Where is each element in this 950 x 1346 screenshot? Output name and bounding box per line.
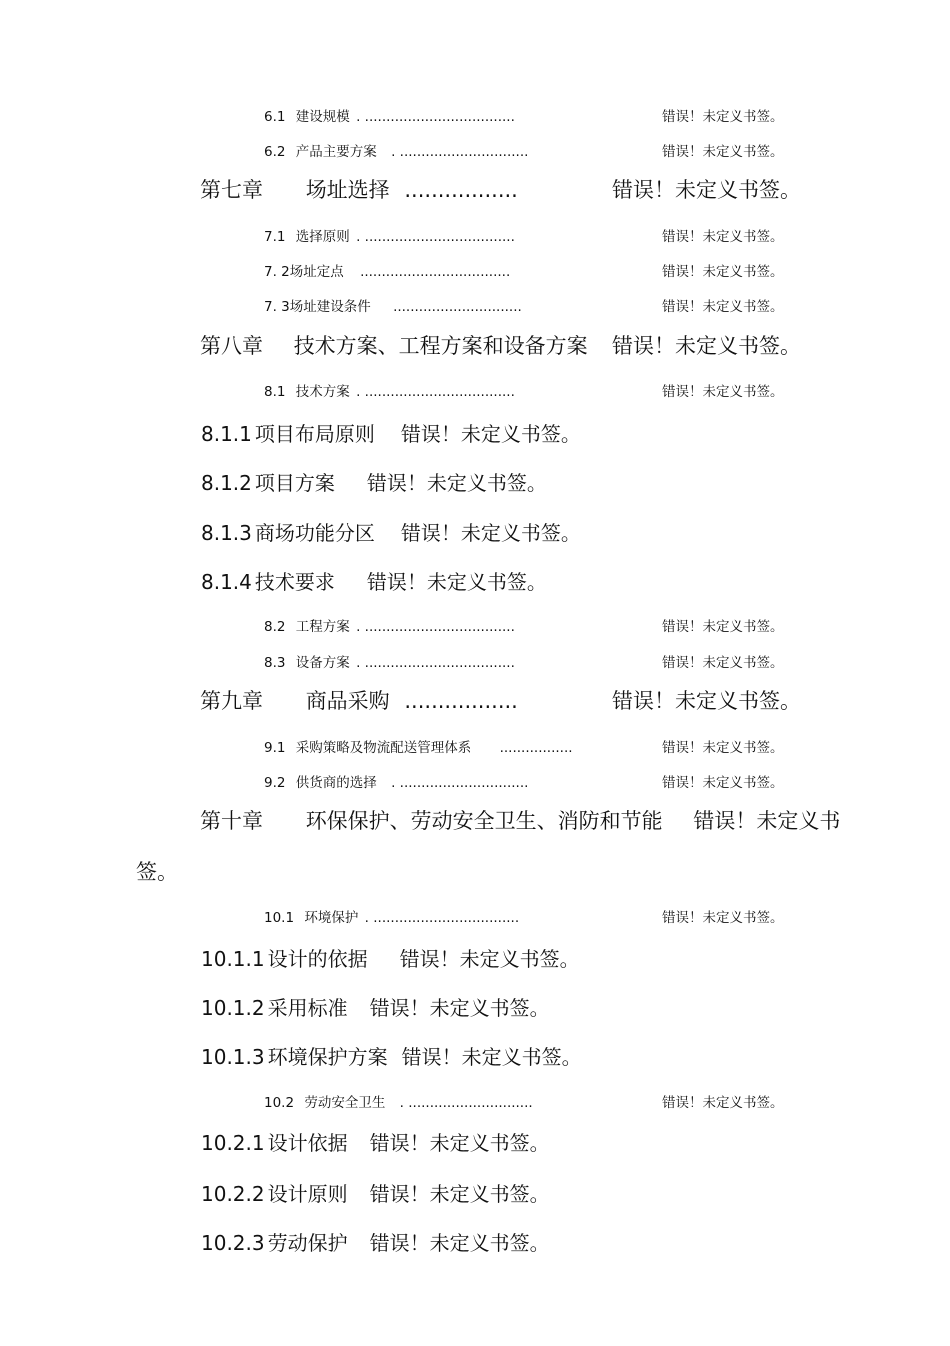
toc-entry-7-3[interactable] — [264, 295, 522, 315]
error-bookmark-text: 错误！未定义书签。 — [400, 521, 581, 545]
entry-title: 商场功能分区 — [254, 521, 375, 545]
toc-subentry-10-1-3[interactable] — [201, 1041, 582, 1070]
error-bookmark-text: 错误！未定义书签。 — [662, 619, 784, 635]
chapter-title: 商品采购 — [305, 689, 390, 713]
toc-chapter-8[interactable] — [200, 330, 588, 360]
leader-dots: ................................... — [360, 264, 511, 280]
entry-number: 8.2 — [264, 619, 286, 635]
leader-dots: . ................................... — [356, 229, 515, 245]
toc-subentry-10-2-2[interactable] — [201, 1178, 550, 1207]
entry-number: 10.1.1 — [201, 947, 265, 971]
leader-dots: . ................................... — [356, 619, 515, 635]
entry-title: 劳动保护 — [267, 1231, 348, 1255]
toc-chapter-9[interactable] — [200, 685, 518, 715]
entry-number: 10.2.3 — [201, 1231, 265, 1255]
chapter-number: 第八章 — [200, 334, 263, 358]
entry-title: 场址建设条件 — [289, 299, 371, 315]
entry-number: 6.2 — [264, 144, 286, 160]
entry-title: 场址定点 — [289, 264, 344, 280]
toc-subentry-10-2-1[interactable] — [201, 1127, 550, 1156]
error-bookmark-text: 错误！未定义书签。 — [662, 229, 784, 245]
entry-number: 8.3 — [264, 655, 286, 671]
error-bookmark-text: 错误！未定义书签。 — [612, 178, 801, 202]
toc-entry-10-1[interactable] — [264, 906, 519, 926]
error-bookmark-text: 错误！未定义书签。 — [369, 996, 550, 1020]
toc-entry-8-2[interactable] — [264, 615, 515, 635]
error-bookmark-text: 错误！未定义书签。 — [401, 1045, 582, 1069]
error-bookmark-text: 错误！未定义书签。 — [662, 299, 784, 315]
leader-dots: . ............................. — [399, 1095, 533, 1111]
entry-number: 10.2.1 — [201, 1131, 265, 1155]
toc-entry-8-1[interactable] — [264, 380, 515, 400]
error-bookmark-text: 错误！未定义书签。 — [369, 1231, 550, 1255]
toc-subentry-8-1-4[interactable] — [201, 566, 547, 595]
toc-subentry-8-1-3[interactable] — [201, 517, 581, 546]
entry-title: 劳动安全卫生 — [304, 1095, 386, 1111]
entry-title: 设计依据 — [267, 1131, 348, 1155]
entry-number: 9.2 — [264, 775, 286, 791]
error-bookmark-text: 错误！未定义书签。 — [400, 422, 581, 446]
entry-number: 8.1.3 — [201, 521, 252, 545]
entry-title: 项目方案 — [254, 471, 335, 495]
leader-dots: ................. — [404, 178, 518, 202]
error-bookmark-text: 错误！未定义书签。 — [662, 910, 784, 926]
entry-number: 10.2 — [264, 1095, 295, 1111]
entry-title: 采用标准 — [267, 996, 348, 1020]
toc-subentry-8-1-2[interactable] — [201, 467, 547, 496]
chapter-title: 技术方案、工程方案和设备方案 — [293, 334, 588, 358]
toc-subentry-10-1-1[interactable] — [201, 943, 580, 972]
error-bookmark-text: 错误！未定义书签。 — [662, 144, 784, 160]
leader-dots: .............................. — [393, 299, 522, 315]
entry-title: 选择原则 — [295, 229, 350, 245]
entry-title: 供货商的选择 — [295, 775, 377, 791]
leader-dots: ................. — [404, 689, 518, 713]
chapter-title: 场址选择 — [305, 178, 390, 202]
chapter-title: 环保保护、劳动安全卫生、消防和节能 — [305, 809, 663, 833]
entry-number: 7. 3 — [264, 299, 290, 315]
chapter-number: 第九章 — [200, 689, 263, 713]
entry-number: 10.1.3 — [201, 1045, 265, 1069]
error-bookmark-text-wrapped: 签。 — [136, 860, 178, 884]
entry-number: 7.1 — [264, 229, 286, 245]
leader-dots: . .................................. — [364, 910, 520, 926]
entry-title: 产品主要方案 — [295, 144, 377, 160]
error-bookmark-text: 错误！未定义书签。 — [399, 947, 580, 971]
toc-entry-8-3[interactable] — [264, 651, 515, 671]
chapter-number: 第十章 — [200, 809, 263, 833]
toc-subentry-10-1-2[interactable] — [201, 992, 550, 1021]
entry-title: 技术方案 — [295, 384, 350, 400]
error-bookmark-text: 错误！未定义书签。 — [612, 334, 801, 358]
toc-entry-7-2[interactable] — [264, 260, 510, 280]
toc-chapter-10[interactable] — [200, 805, 840, 835]
entry-number: 10.2.2 — [201, 1182, 265, 1206]
error-bookmark-text: 错误！未定义书签。 — [612, 689, 801, 713]
entry-number: 10.1 — [264, 910, 295, 926]
entry-number: 9.1 — [264, 740, 286, 756]
leader-dots: . ................................... — [356, 655, 515, 671]
entry-title: 设备方案 — [295, 655, 350, 671]
error-bookmark-text: 错误！未定义书签。 — [366, 570, 547, 594]
entry-title: 采购策略及物流配送管理体系 — [295, 740, 472, 756]
entry-title: 工程方案 — [295, 619, 350, 635]
entry-number: 8.1 — [264, 384, 286, 400]
entry-number: 10.1.2 — [201, 996, 265, 1020]
toc-entry-10-2[interactable] — [264, 1091, 533, 1111]
error-bookmark-text: 错误！未定义书签。 — [662, 1095, 784, 1111]
toc-chapter-7[interactable] — [200, 174, 518, 204]
chapter-number: 第七章 — [200, 178, 263, 202]
toc-entry-6-1[interactable] — [264, 105, 515, 125]
toc-entry-7-1[interactable] — [264, 225, 515, 245]
toc-entry-6-2[interactable] — [264, 140, 528, 160]
entry-title: 建设规模 — [295, 109, 350, 125]
leader-dots: . .............................. — [391, 144, 529, 160]
toc-subentry-10-2-3[interactable] — [201, 1227, 550, 1256]
error-bookmark-text: 错误！未定义书签。 — [369, 1131, 550, 1155]
entry-title: 设计的依据 — [267, 947, 368, 971]
entry-number: 6.1 — [264, 109, 286, 125]
leader-dots: . ................................... — [356, 384, 515, 400]
entry-title: 设计原则 — [267, 1182, 348, 1206]
leader-dots: . ................................... — [356, 109, 515, 125]
entry-number: 8.1.2 — [201, 471, 252, 495]
error-bookmark-text: 错误！未定义书签。 — [369, 1182, 550, 1206]
entry-title: 环境保护方案 — [267, 1045, 388, 1069]
error-bookmark-text: 错误！未定义书签。 — [662, 740, 784, 756]
entry-number: 7. 2 — [264, 264, 290, 280]
toc-entry-9-1[interactable] — [264, 736, 573, 756]
error-bookmark-text: 错误！未定义书签。 — [662, 109, 784, 125]
error-bookmark-text: 错误！未定义书签。 — [662, 775, 784, 791]
leader-dots: . .............................. — [391, 775, 529, 791]
error-bookmark-text: 错误！未定义书签。 — [662, 655, 784, 671]
entry-title: 技术要求 — [254, 570, 335, 594]
entry-title: 项目布局原则 — [254, 422, 375, 446]
entry-title: 环境保护 — [304, 910, 359, 926]
error-bookmark-text: 错误！未定义书 — [693, 809, 841, 833]
toc-entry-9-2[interactable] — [264, 771, 528, 791]
error-bookmark-text: 错误！未定义书签。 — [662, 264, 784, 280]
leader-dots: ................. — [499, 740, 573, 756]
error-bookmark-text: 错误！未定义书签。 — [366, 471, 547, 495]
error-bookmark-text: 错误！未定义书签。 — [662, 384, 784, 400]
entry-number: 8.1.4 — [201, 570, 252, 594]
entry-number: 8.1.1 — [201, 422, 252, 446]
toc-subentry-8-1-1[interactable] — [201, 418, 581, 447]
